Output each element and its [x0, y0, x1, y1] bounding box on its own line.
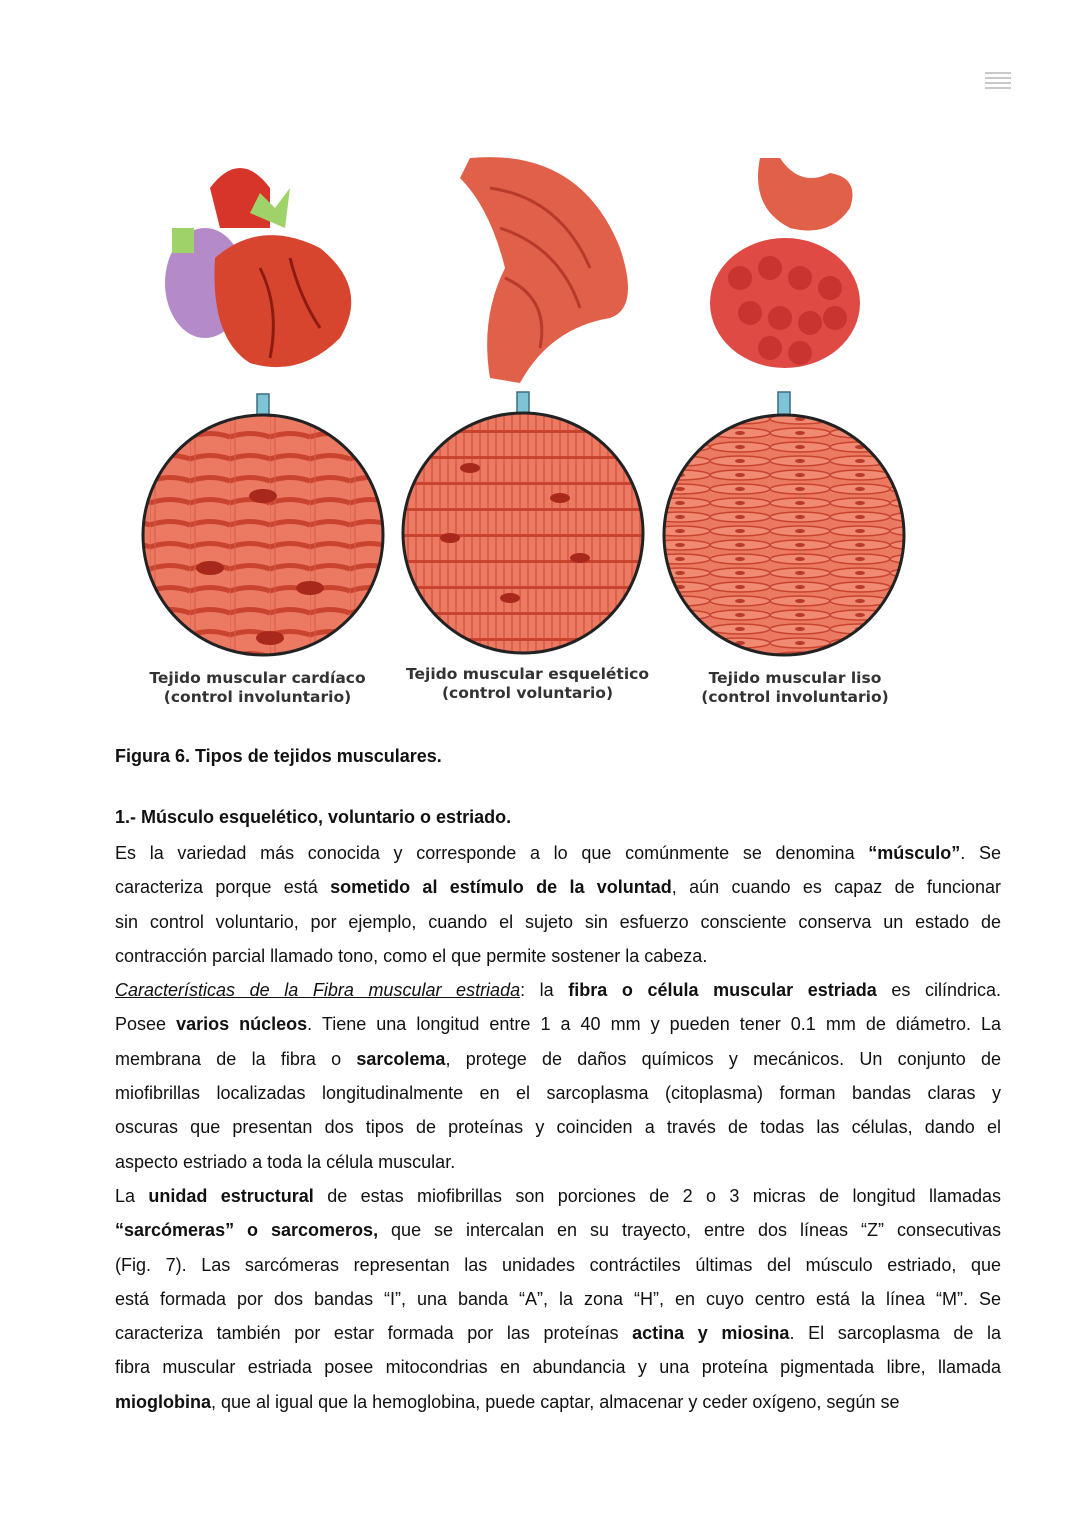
text-segment: que se intercalan en su trayecto, entre dos líneas “Z” consecutivas — [378, 1220, 1002, 1241]
text-segment: . Se — [960, 843, 1001, 863]
bold-text: mioglobina — [115, 1391, 211, 1412]
bold-text: fibra o célula muscular estriada — [568, 980, 877, 1001]
text-line — [115, 1219, 1001, 1253]
bold-text: “sarcómeras” o sarcomeros, — [115, 1220, 379, 1241]
text-segment: caracteriza porque está — [115, 877, 331, 898]
text-segment: oscuras que presentan dos tipos de proteínas y coinciden a través de todas las células, dando el — [115, 1117, 1001, 1138]
text-line — [115, 1013, 1001, 1047]
text-segment: aspecto estriado a toda la célula muscular. — [115, 1151, 456, 1172]
bold-text: “músculo” — [868, 843, 961, 863]
text-line — [115, 1254, 1001, 1288]
bold-text: unidad estructural — [148, 1185, 314, 1206]
text-line — [115, 1322, 1001, 1356]
text-segment: . Tiene una longitud entre 1 a 40 mm y pueden tener 0.1 mm de diámetro. La — [307, 1014, 1002, 1035]
text-segment: contracción parcial llamado tono, como el que permite sostener la cabeza. — [115, 945, 708, 966]
text-line — [115, 1185, 1001, 1219]
text-segment: es cilíndrica. — [876, 980, 1002, 1001]
bold-text: sarcolema — [356, 1048, 446, 1069]
text-segment: de estas miofibrillas son porciones de 2 o 3 micras de longitud llamadas — [313, 1185, 1001, 1206]
text-line — [115, 1391, 1001, 1425]
text-segment: . El sarcoplasma de la — [789, 1323, 1001, 1344]
page-menu-icon[interactable] — [985, 72, 1011, 94]
text-line — [115, 1151, 1001, 1185]
text-line — [115, 1048, 1001, 1082]
text-line — [115, 1116, 1001, 1150]
text-segment: (Fig. 7). Las sarcómeras representan las unidades contráctiles últimas del músculo estriado, que — [115, 1254, 1001, 1275]
text-segment: , aún cuando es capaz de funcionar — [671, 877, 1001, 898]
figure-caption: Figura 6. Tipos de tejidos musculares. — [115, 746, 442, 766]
text-segment: miofibrillas localizadas longitudinalmente en el sarcoplasma (citoplasma) forman bandas claras y — [115, 1083, 1001, 1104]
text-line — [115, 945, 1001, 979]
smooth-tissue-circle — [660, 413, 910, 663]
arm-muscle-illustration — [460, 157, 628, 383]
text-segment: , que al igual que la hemoglobina, puede captar, almacenar y ceder oxígeno, según se — [211, 1391, 900, 1412]
text-line — [115, 911, 1001, 945]
text-segment: membrana de la fibra o — [115, 1048, 357, 1069]
muscle-tissue-figure — [110, 118, 940, 733]
text-line — [115, 1288, 1001, 1322]
section-heading: 1.- Músculo esquelético, voluntario o estriado. — [115, 807, 512, 827]
heart-illustration — [165, 168, 351, 367]
text-line — [115, 842, 1001, 876]
bold-text: varios núcleos — [176, 1014, 308, 1035]
body-text — [115, 842, 1001, 1425]
text-segment: Es la variedad más conocida y corresponde a lo que comúnmente se denomina — [115, 843, 869, 863]
panel-title: Tejido muscular cardíaco — [149, 669, 366, 687]
panel-title: Tejido muscular liso — [708, 669, 882, 687]
text-segment: fibra muscular estriada posee mitocondrias en abundancia y una proteína pigmentada libre, llamada — [115, 1357, 1001, 1378]
figure-illustration — [110, 118, 940, 733]
text-segment: sin control voluntario, por ejemplo, cuando el sujeto sin esfuerzo consciente conserva un estado de — [115, 911, 1001, 932]
text-segment: : la — [520, 980, 569, 1001]
text-segment: , protege de daños químicos y mecánicos. Un conjunto de — [445, 1048, 1001, 1069]
skeletal-panel-label — [400, 665, 655, 703]
text-segment: Posee — [115, 1014, 177, 1035]
skeletal-tissue-circle — [400, 410, 650, 660]
text-line — [115, 979, 1001, 1013]
text-line — [115, 1082, 1001, 1116]
bold-text: sometido al estímulo de la voluntad — [330, 877, 672, 898]
text-line — [115, 1356, 1001, 1390]
smooth-panel-label — [680, 669, 910, 707]
text-segment: La — [115, 1185, 149, 1206]
text-segment: está formada por dos bandas “I”, una banda “A”, la zona “H”, en cuyo centro está la línea “M”. Se — [115, 1288, 1001, 1309]
panel-subtitle: (control involuntario) — [163, 688, 352, 706]
text-line — [115, 876, 1001, 910]
panel-subtitle: (control voluntario) — [441, 684, 614, 702]
digestive-organs-illustration — [710, 158, 860, 368]
panel-subtitle: (control involuntario) — [701, 688, 889, 706]
text-segment: caracteriza también por estar formada por las proteínas — [115, 1323, 633, 1344]
underlined-italic-text: Características de la Fibra muscular estriada — [115, 980, 521, 1001]
cardiac-panel-label — [140, 669, 375, 707]
panel-title: Tejido muscular esquelético — [405, 665, 649, 683]
cardiac-tissue-circle — [140, 413, 390, 663]
bold-text: actina y miosina — [632, 1323, 790, 1344]
